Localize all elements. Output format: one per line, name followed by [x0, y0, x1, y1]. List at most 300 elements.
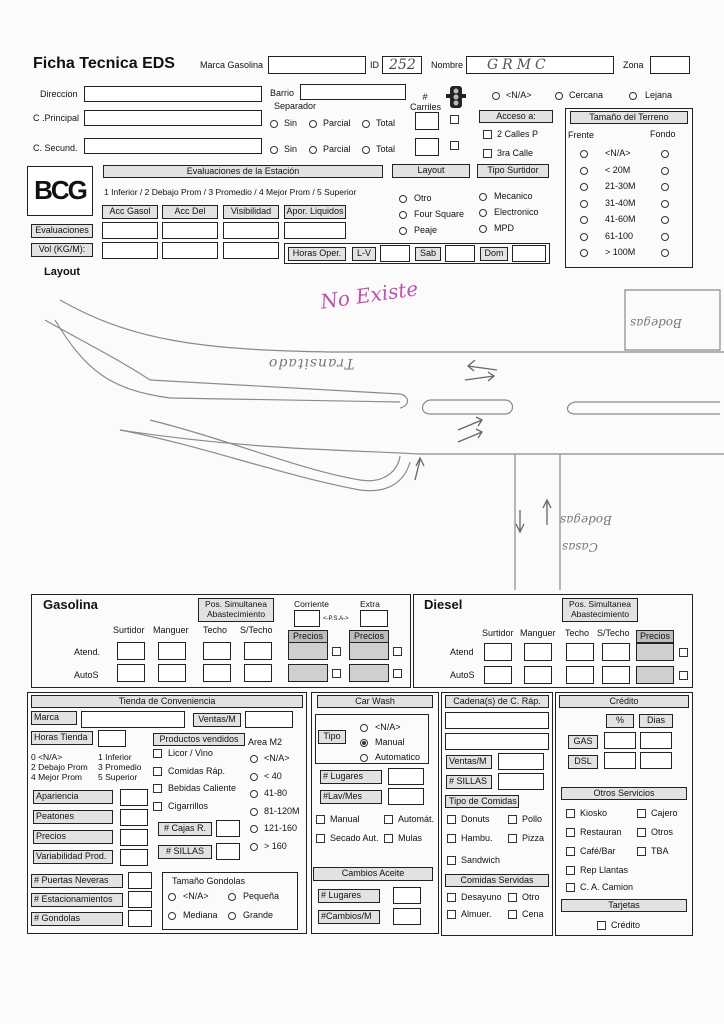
c-secund-sin-radio[interactable] — [270, 146, 278, 154]
servida-otro-label: Otro — [522, 892, 540, 902]
producto-checkbox-2[interactable] — [153, 784, 162, 793]
bcg-logo — [27, 166, 93, 216]
gasolina-col-surtidor: Surtidor — [113, 625, 145, 635]
area-label-1: < 40 — [264, 770, 282, 781]
tienda-cajas-label: # Cajas R. — [158, 822, 212, 836]
cadenas-tipo-label: Tipo de Comidas — [445, 795, 519, 808]
rating-label-1: Peatones — [33, 810, 113, 824]
c-principal-parcial-label: Parcial — [323, 118, 351, 128]
eval-visibilidad-field[interactable] — [223, 222, 279, 239]
rating-label-0: Apariencia — [33, 790, 113, 804]
carwash-lugares-field[interactable] — [388, 768, 424, 785]
carwash-manual-radio[interactable] — [360, 739, 368, 747]
cadenas-ventas-label: Ventas/M — [446, 755, 492, 769]
gondola-pequena-label: Pequeña — [243, 891, 280, 901]
zona-label: Zona — [623, 60, 644, 70]
layout-peaje-radio[interactable] — [399, 227, 407, 235]
servida-desayuno-checkbox[interactable] — [447, 893, 456, 902]
c-principal-sin-radio[interactable] — [270, 120, 278, 128]
comida-donuts-checkbox[interactable] — [447, 815, 456, 824]
tienda-ventas-label: Ventas/M — [193, 713, 241, 727]
horas-sab-label: Sab — [415, 247, 441, 261]
marca-field[interactable] — [268, 56, 366, 74]
diesel-pos-simultanea: Pos. Simultanea Abastecimiento — [562, 598, 638, 622]
acceso-header: Acceso a: — [479, 110, 553, 123]
c-principal-total-radio[interactable] — [362, 120, 370, 128]
otros-checkbox-2[interactable] — [566, 828, 575, 837]
otros-checkbox-5[interactable] — [637, 847, 646, 856]
tienda-estacionamientos-field[interactable] — [128, 891, 152, 908]
gasolina-col-precios-1: Precios — [288, 630, 328, 643]
area-radio-3[interactable] — [250, 808, 258, 816]
carwash-mulas-label: Mulas — [398, 833, 423, 843]
no-existe-note: No Existe — [318, 276, 420, 314]
c-secund-parcial-radio[interactable] — [309, 146, 317, 154]
diesel-col-surtidor: Surtidor — [482, 628, 514, 638]
tienda-gondolas-label: # Gondolas — [31, 912, 123, 926]
evaluaciones-scale: 1 Inferior / 2 Debajo Prom / 3 Promedio / 4 Mejor Prom / 5 Superior — [104, 187, 357, 197]
tab-tipo-surtidor[interactable]: Tipo Surtidor — [477, 164, 549, 178]
cadenas-name-field-1[interactable] — [445, 712, 549, 729]
eval-acc-del-field[interactable] — [162, 222, 218, 239]
comida-sandwich-label: Sandwich — [461, 855, 501, 865]
carwash-lavmes-label: #Lav/Mes — [320, 790, 382, 804]
tienda-marca-label: Marca — [31, 711, 77, 725]
credito-gas-dias-field[interactable] — [640, 732, 672, 749]
horas-dom-label: Dom — [480, 247, 508, 261]
c-principal-sin-label: Sin — [284, 118, 298, 128]
servida-almuer-checkbox[interactable] — [447, 910, 456, 919]
c-secund-total-radio[interactable] — [362, 146, 370, 154]
comida-pizza-checkbox[interactable] — [508, 834, 517, 843]
rating-field-0[interactable] — [120, 789, 148, 806]
terreno-option-label-5: 61-100 — [605, 230, 634, 241]
carwash-mulas-checkbox[interactable] — [384, 834, 393, 843]
layout-otro-radio[interactable] — [399, 195, 407, 203]
diesel-cell-1-1[interactable] — [524, 666, 552, 684]
cadenas-sillas-field[interactable] — [498, 773, 544, 790]
comida-pizza-label: Pizza — [522, 833, 545, 843]
rating-label-3: Variabilidad Prod. — [33, 850, 113, 864]
c-secund-carriles-field[interactable] — [415, 138, 439, 156]
servida-almuer-label: Almuer. — [461, 909, 492, 919]
eval-apor-liquidos-field[interactable] — [284, 222, 346, 239]
credito-dsl-pct-field[interactable] — [604, 752, 636, 769]
tarjetas-credito-label: Crédito — [611, 920, 641, 930]
nombre-value: GRMC — [487, 57, 550, 73]
gasolina-cell-0-2[interactable] — [203, 642, 231, 660]
tienda-area-label: Area M2 — [248, 737, 283, 747]
gasolina-col-s-techo: S/Techo — [240, 625, 273, 635]
terreno-fondo-radio-1[interactable] — [661, 167, 669, 175]
id-value: 252 — [389, 57, 416, 73]
evaluaciones-header: Evaluaciones de la Estación — [103, 165, 383, 178]
eval-col-acc-del: Acc Del — [162, 205, 218, 219]
tienda-scale-5: 5 Superior — [98, 772, 138, 782]
acceso-2-calles-checkbox[interactable] — [483, 130, 492, 139]
otros-checkbox-1[interactable] — [637, 809, 646, 818]
c-principal-parcial-radio[interactable] — [309, 120, 317, 128]
gasolina-precio1-0[interactable] — [288, 642, 328, 660]
credito-pct-label: % — [606, 714, 634, 728]
area-radio-5[interactable] — [250, 843, 258, 851]
cadenas-ventas-field[interactable] — [498, 753, 544, 770]
eval-row-vol: Vol (KG/M): — [31, 243, 93, 257]
layout-peaje-label: Peaje — [414, 225, 438, 235]
zona-field[interactable] — [650, 56, 690, 74]
gasolina-precio2-0[interactable] — [349, 642, 389, 660]
carwash-lavmes-field[interactable] — [388, 788, 424, 805]
area-radio-4[interactable] — [250, 825, 258, 833]
gondola-mediana-label: Mediana — [183, 910, 218, 920]
diesel-cell-0-1[interactable] — [524, 643, 552, 661]
terreno-option-label-2: 21-30M — [605, 181, 636, 191]
tienda-scale-2: 2 Debajo Prom — [31, 762, 88, 772]
gasolina-corriente-label: Corriente — [294, 599, 329, 609]
gasolina-cell-0-0[interactable] — [117, 642, 145, 660]
tab-layout[interactable]: Layout — [392, 164, 470, 178]
gasolina-precio1-checkbox-1[interactable] — [332, 669, 341, 678]
direccion-label: Direccion — [40, 89, 78, 99]
c-principal-field[interactable] — [84, 110, 262, 126]
otros-label-3: Otros — [651, 827, 674, 837]
area-radio-0[interactable] — [250, 755, 258, 763]
direccion-field[interactable] — [84, 86, 262, 102]
terreno-fondo-radio-2[interactable] — [661, 183, 669, 191]
area-radio-2[interactable] — [250, 790, 258, 798]
carwash-automat-label: Automát. — [398, 814, 435, 824]
rating-label-2: Precios — [33, 830, 113, 844]
gondola-grande-label: Grande — [243, 910, 274, 920]
carwash-secado-checkbox[interactable] — [316, 834, 325, 843]
comida-sandwich-checkbox[interactable] — [447, 856, 456, 865]
c-secund-total-label: Total — [376, 144, 396, 154]
otros-label-1: Cajero — [651, 808, 678, 818]
diesel-precio-checkbox-1[interactable] — [679, 671, 688, 680]
gasolina-cell-1-0[interactable] — [117, 664, 145, 682]
gasolina-row-autos: AutoS — [74, 670, 99, 680]
carwash-manual-check-label: Manual — [330, 814, 360, 824]
c-principal-total-label: Total — [376, 118, 396, 128]
area-label-3: 81-120M — [264, 805, 300, 816]
eval-col-apor-liquidos: Apor. Liquidos — [284, 205, 346, 219]
aceite-lugares-field[interactable] — [393, 887, 421, 904]
distance-cercana-radio[interactable] — [555, 92, 563, 100]
terreno-fondo-radio-0[interactable] — [661, 150, 669, 158]
tienda-marca-field[interactable] — [81, 711, 185, 728]
c-secund-field[interactable] — [84, 138, 262, 154]
producto-checkbox-1[interactable] — [153, 767, 162, 776]
credito-gas-label: GAS — [568, 735, 598, 749]
diesel-cell-0-2[interactable] — [566, 643, 594, 661]
vol-acc-del-field[interactable] — [162, 242, 218, 259]
diesel-cell-1-0[interactable] — [484, 666, 512, 684]
servida-cena-label: Cena — [522, 909, 544, 919]
cadenas-name-field-2[interactable] — [445, 733, 549, 750]
gasolina-col-techo: Techo — [203, 625, 228, 635]
surtidor-electronico-label: Electronico — [494, 207, 539, 217]
tienda-scale-1: 1 Inferior — [98, 752, 132, 762]
tienda-header: Tienda de Conveniencia — [31, 695, 303, 708]
servida-cena-checkbox[interactable] — [508, 910, 517, 919]
terreno-frente-radio-2[interactable] — [580, 183, 588, 191]
producto-checkbox-3[interactable] — [153, 802, 162, 811]
gasolina-precio1-1[interactable] — [288, 664, 328, 682]
diesel-row-autos: AutoS — [450, 670, 475, 680]
otros-checkbox-6[interactable] — [566, 866, 575, 875]
surtidor-mpd-label: MPD — [494, 223, 514, 233]
separador-label: Separador — [274, 101, 317, 111]
diesel-col-s-techo: S/Techo — [597, 628, 630, 638]
acceso-3ra-calle-checkbox[interactable] — [483, 149, 492, 158]
sketch-right-label-3: Casas — [562, 540, 598, 554]
terreno-fondo-radio-3[interactable] — [661, 200, 669, 208]
comida-hambu-checkbox[interactable] — [447, 834, 456, 843]
producto-label-3: Cigarrillos — [168, 800, 209, 811]
c-principal-light-checkbox[interactable] — [450, 115, 459, 124]
diesel-cell-0-0[interactable] — [484, 643, 512, 661]
diesel-row-atend: Atend — [450, 647, 474, 657]
c-principal-carriles-field[interactable] — [415, 112, 439, 130]
layout-four-square-label: Four Square — [414, 209, 465, 219]
diesel-cell-0-3[interactable] — [602, 643, 630, 661]
surtidor-mecanico-label: Mecanico — [494, 191, 533, 201]
tienda-cajas-field[interactable] — [216, 820, 240, 837]
surtidor-electronico-radio[interactable] — [479, 209, 487, 217]
sketch-title: Layout — [44, 266, 81, 278]
surtidor-mecanico-radio[interactable] — [479, 193, 487, 201]
acceso-3ra-calle-label: 3ra Calle — [497, 148, 534, 158]
bcg-logo-text: BCG — [34, 175, 86, 205]
diesel-title: Diesel — [424, 597, 463, 612]
rating-field-2[interactable] — [120, 829, 148, 846]
carwash-na-label: <N/A> — [375, 722, 401, 732]
credito-gas-pct-field[interactable] — [604, 732, 636, 749]
transitado-note: Transitado — [268, 355, 355, 371]
gasolina-cell-1-1[interactable] — [158, 664, 186, 682]
distance-na-label: <N/A> — [506, 90, 532, 100]
carwash-automatico-radio[interactable] — [360, 754, 368, 762]
producto-checkbox-0[interactable] — [153, 749, 162, 758]
cadenas-servidas-label: Comidas Servidas — [445, 874, 549, 887]
terreno-option-label-1: < 20M — [605, 164, 631, 175]
terreno-frente-radio-4[interactable] — [580, 216, 588, 224]
otros-checkbox-7[interactable] — [566, 883, 575, 892]
otros-label-6: Rep Llantas — [580, 865, 629, 875]
tienda-scale-3: 3 Promedio — [98, 762, 142, 772]
aceite-lugares-label: # Lugares — [318, 889, 380, 903]
carwash-na-radio[interactable] — [360, 724, 368, 732]
nombre-label: Nombre — [431, 60, 464, 70]
tienda-horas-label: Horas Tienda — [31, 731, 93, 745]
gasolina-precio2-checkbox-0[interactable] — [393, 647, 402, 656]
diesel-precio-0[interactable] — [636, 643, 674, 661]
tienda-gondolas-field[interactable] — [128, 910, 152, 927]
area-label-4: 121-160 — [264, 823, 298, 833]
gasolina-corriente-field[interactable] — [294, 610, 320, 627]
horas-lv-label: L-V — [352, 247, 376, 261]
barrio-field[interactable] — [300, 84, 406, 100]
layout-otro-label: Otro — [414, 193, 432, 203]
gasolina-cell-1-3[interactable] — [244, 664, 272, 682]
otros-header: Otros Servicios — [561, 787, 687, 800]
c-secund-light-checkbox[interactable] — [450, 141, 459, 150]
carwash-automatico-label: Automatico — [375, 752, 421, 762]
gasolina-extra-field[interactable] — [360, 610, 388, 627]
tienda-ventas-field[interactable] — [245, 711, 293, 728]
page-title: Ficha Tecnica EDS — [33, 55, 175, 72]
credito-dsl-label: DSL — [568, 755, 598, 769]
tamano-gondolas-label: Tamaño Gondolas — [172, 876, 246, 886]
otros-label-4: Café/Bar — [580, 846, 616, 856]
terreno-option-label-4: 41-60M — [605, 214, 636, 224]
diesel-col-precios: Precios — [636, 630, 674, 643]
tienda-estacionamientos-label: # Estacionamientos — [31, 893, 123, 907]
distance-na-radio[interactable] — [492, 92, 500, 100]
distance-lejana-radio[interactable] — [629, 92, 637, 100]
otros-label-2: Restauran — [580, 827, 622, 837]
terreno-fondo-label: Fondo — [650, 129, 676, 139]
surtidor-mpd-radio[interactable] — [479, 225, 487, 233]
terreno-frente-label: Frente — [568, 130, 595, 140]
otros-checkbox-4[interactable] — [566, 847, 575, 856]
horas-dom-field[interactable] — [512, 245, 546, 262]
eval-col-visibilidad: Visibilidad — [223, 205, 279, 219]
aceite-cambios-label: #Cambios/M — [318, 910, 380, 924]
carwash-automat-checkbox[interactable] — [384, 815, 393, 824]
producto-label-0: Licor / Vino — [168, 748, 213, 758]
horas-label: Horas Oper. — [288, 247, 346, 261]
gasolina-psa-label: <-P.S.A-> — [323, 616, 349, 622]
terreno-option-label-0: <N/A> — [605, 148, 631, 158]
terreno-frente-radio-0[interactable] — [580, 150, 588, 158]
diesel-col-manguer: Manguer — [520, 628, 556, 638]
gasolina-pos-simultanea: Pos. Simultanea Abastecimiento — [198, 598, 274, 622]
terreno-fondo-radio-4[interactable] — [661, 216, 669, 224]
gondola-pequena-radio[interactable] — [228, 893, 236, 901]
otros-label-0: Kiosko — [580, 808, 608, 818]
carriles-label: # Carriles — [410, 92, 442, 112]
horas-lv-field[interactable] — [380, 245, 410, 262]
aceite-cambios-field[interactable] — [393, 908, 421, 925]
gasolina-cell-0-3[interactable] — [244, 642, 272, 660]
producto-label-2: Bebidas Caliente — [168, 783, 237, 793]
servida-desayuno-label: Desayuno — [461, 892, 502, 902]
diesel-cell-1-3[interactable] — [602, 666, 630, 684]
comida-donuts-label: Donuts — [461, 814, 490, 824]
vol-visibilidad-field[interactable] — [223, 242, 279, 259]
c-principal-label: C .Principal — [33, 113, 80, 123]
gasolina-cell-1-2[interactable] — [203, 664, 231, 682]
credito-dsl-dias-field[interactable] — [640, 752, 672, 769]
terreno-frente-radio-5[interactable] — [580, 233, 588, 241]
id-label: ID — [370, 60, 379, 70]
otros-label-5: TBA — [651, 846, 669, 856]
carwash-lugares-label: # Lugares — [320, 770, 382, 784]
aceite-header: Cambios Aceite — [313, 867, 433, 881]
distance-lejana-label: Lejana — [645, 90, 673, 100]
tarjetas-credito-checkbox[interactable] — [597, 921, 606, 930]
comida-pollo-label: Pollo — [522, 814, 543, 824]
gasolina-precio1-checkbox-0[interactable] — [332, 647, 341, 656]
distance-cercana-label: Cercana — [569, 90, 604, 100]
carwash-tipo-label: Tipo — [318, 730, 346, 744]
cadenas-header: Cadena(s) de C. Ráp. — [445, 695, 549, 708]
traffic-light-icon — [444, 84, 468, 112]
diesel-col-techo: Techo — [565, 628, 590, 638]
horas-sab-field[interactable] — [445, 245, 475, 262]
area-radio-1[interactable] — [250, 773, 258, 781]
terreno-header: Tamaño del Terreno — [570, 111, 688, 124]
otros-checkbox-3[interactable] — [637, 828, 646, 837]
gasolina-cell-0-1[interactable] — [158, 642, 186, 660]
comida-pollo-checkbox[interactable] — [508, 815, 517, 824]
gondola-na-radio[interactable] — [168, 893, 176, 901]
barrio-label: Barrio — [270, 88, 295, 98]
terreno-frente-radio-6[interactable] — [580, 249, 588, 257]
area-label-2: 41-80 — [264, 788, 288, 798]
sketch-right-label-2: Bodegas — [560, 513, 612, 527]
nombre-field[interactable] — [466, 56, 614, 74]
rating-field-3[interactable] — [120, 849, 148, 866]
gondola-grande-radio[interactable] — [228, 912, 236, 920]
terreno-fondo-radio-6[interactable] — [661, 249, 669, 257]
tienda-puertas-label: # Puertas Neveras — [31, 874, 123, 888]
gasolina-col-precios-2: Precios — [349, 630, 389, 643]
terreno-fondo-radio-5[interactable] — [661, 233, 669, 241]
comida-hambu-label: Hambu. — [461, 833, 493, 843]
otros-checkbox-0[interactable] — [566, 809, 575, 818]
tienda-horas-field[interactable] — [98, 730, 126, 747]
gasolina-precio2-checkbox-1[interactable] — [393, 669, 402, 678]
terreno-frente-radio-1[interactable] — [580, 167, 588, 175]
c-secund-sin-label: Sin — [284, 144, 298, 154]
otros-label-7: C. A. Camion — [580, 882, 634, 892]
acceso-2-calles-label: 2 Calles P — [497, 129, 539, 139]
servida-otro-checkbox[interactable] — [508, 893, 517, 902]
terreno-frente-radio-3[interactable] — [580, 200, 588, 208]
c-secund-parcial-label: Parcial — [323, 144, 351, 154]
c-secund-label: C. Secund. — [33, 143, 78, 153]
tienda-puertas-field[interactable] — [128, 872, 152, 889]
producto-label-1: Comidas Ráp. — [168, 765, 226, 776]
gasolina-precio2-1[interactable] — [349, 664, 389, 682]
terreno-option-label-3: 31-40M — [605, 197, 636, 208]
rating-field-1[interactable] — [120, 809, 148, 826]
layout-four-square-radio[interactable] — [399, 211, 407, 219]
tienda-sillas-field[interactable] — [216, 843, 240, 860]
eval-acc-gasol-field[interactable] — [102, 222, 158, 239]
gondola-mediana-radio[interactable] — [168, 912, 176, 920]
eval-col-acc-gasol: Acc Gasol — [102, 205, 158, 219]
diesel-precio-1[interactable] — [636, 666, 674, 684]
diesel-precio-checkbox-0[interactable] — [679, 648, 688, 657]
id-field[interactable] — [382, 56, 422, 74]
carwash-manual-label: Manual — [375, 737, 405, 747]
carwash-header: Car Wash — [317, 695, 433, 708]
layout-sketch — [0, 280, 724, 590]
gasolina-col-manguer: Manguer — [153, 625, 189, 635]
tienda-productos-label: Productos vendidos — [153, 733, 245, 746]
carwash-manual-checkbox[interactable] — [316, 815, 325, 824]
diesel-cell-1-2[interactable] — [566, 666, 594, 684]
area-label-0: <N/A> — [264, 753, 290, 763]
vol-acc-gasol-field[interactable] — [102, 242, 158, 259]
terreno-option-label-6: > 100M — [605, 247, 636, 257]
gasolina-title: Gasolina — [43, 597, 98, 612]
tienda-sillas-label: # SILLAS — [158, 845, 212, 859]
carwash-secado-label: Secado Aut. — [330, 833, 379, 843]
